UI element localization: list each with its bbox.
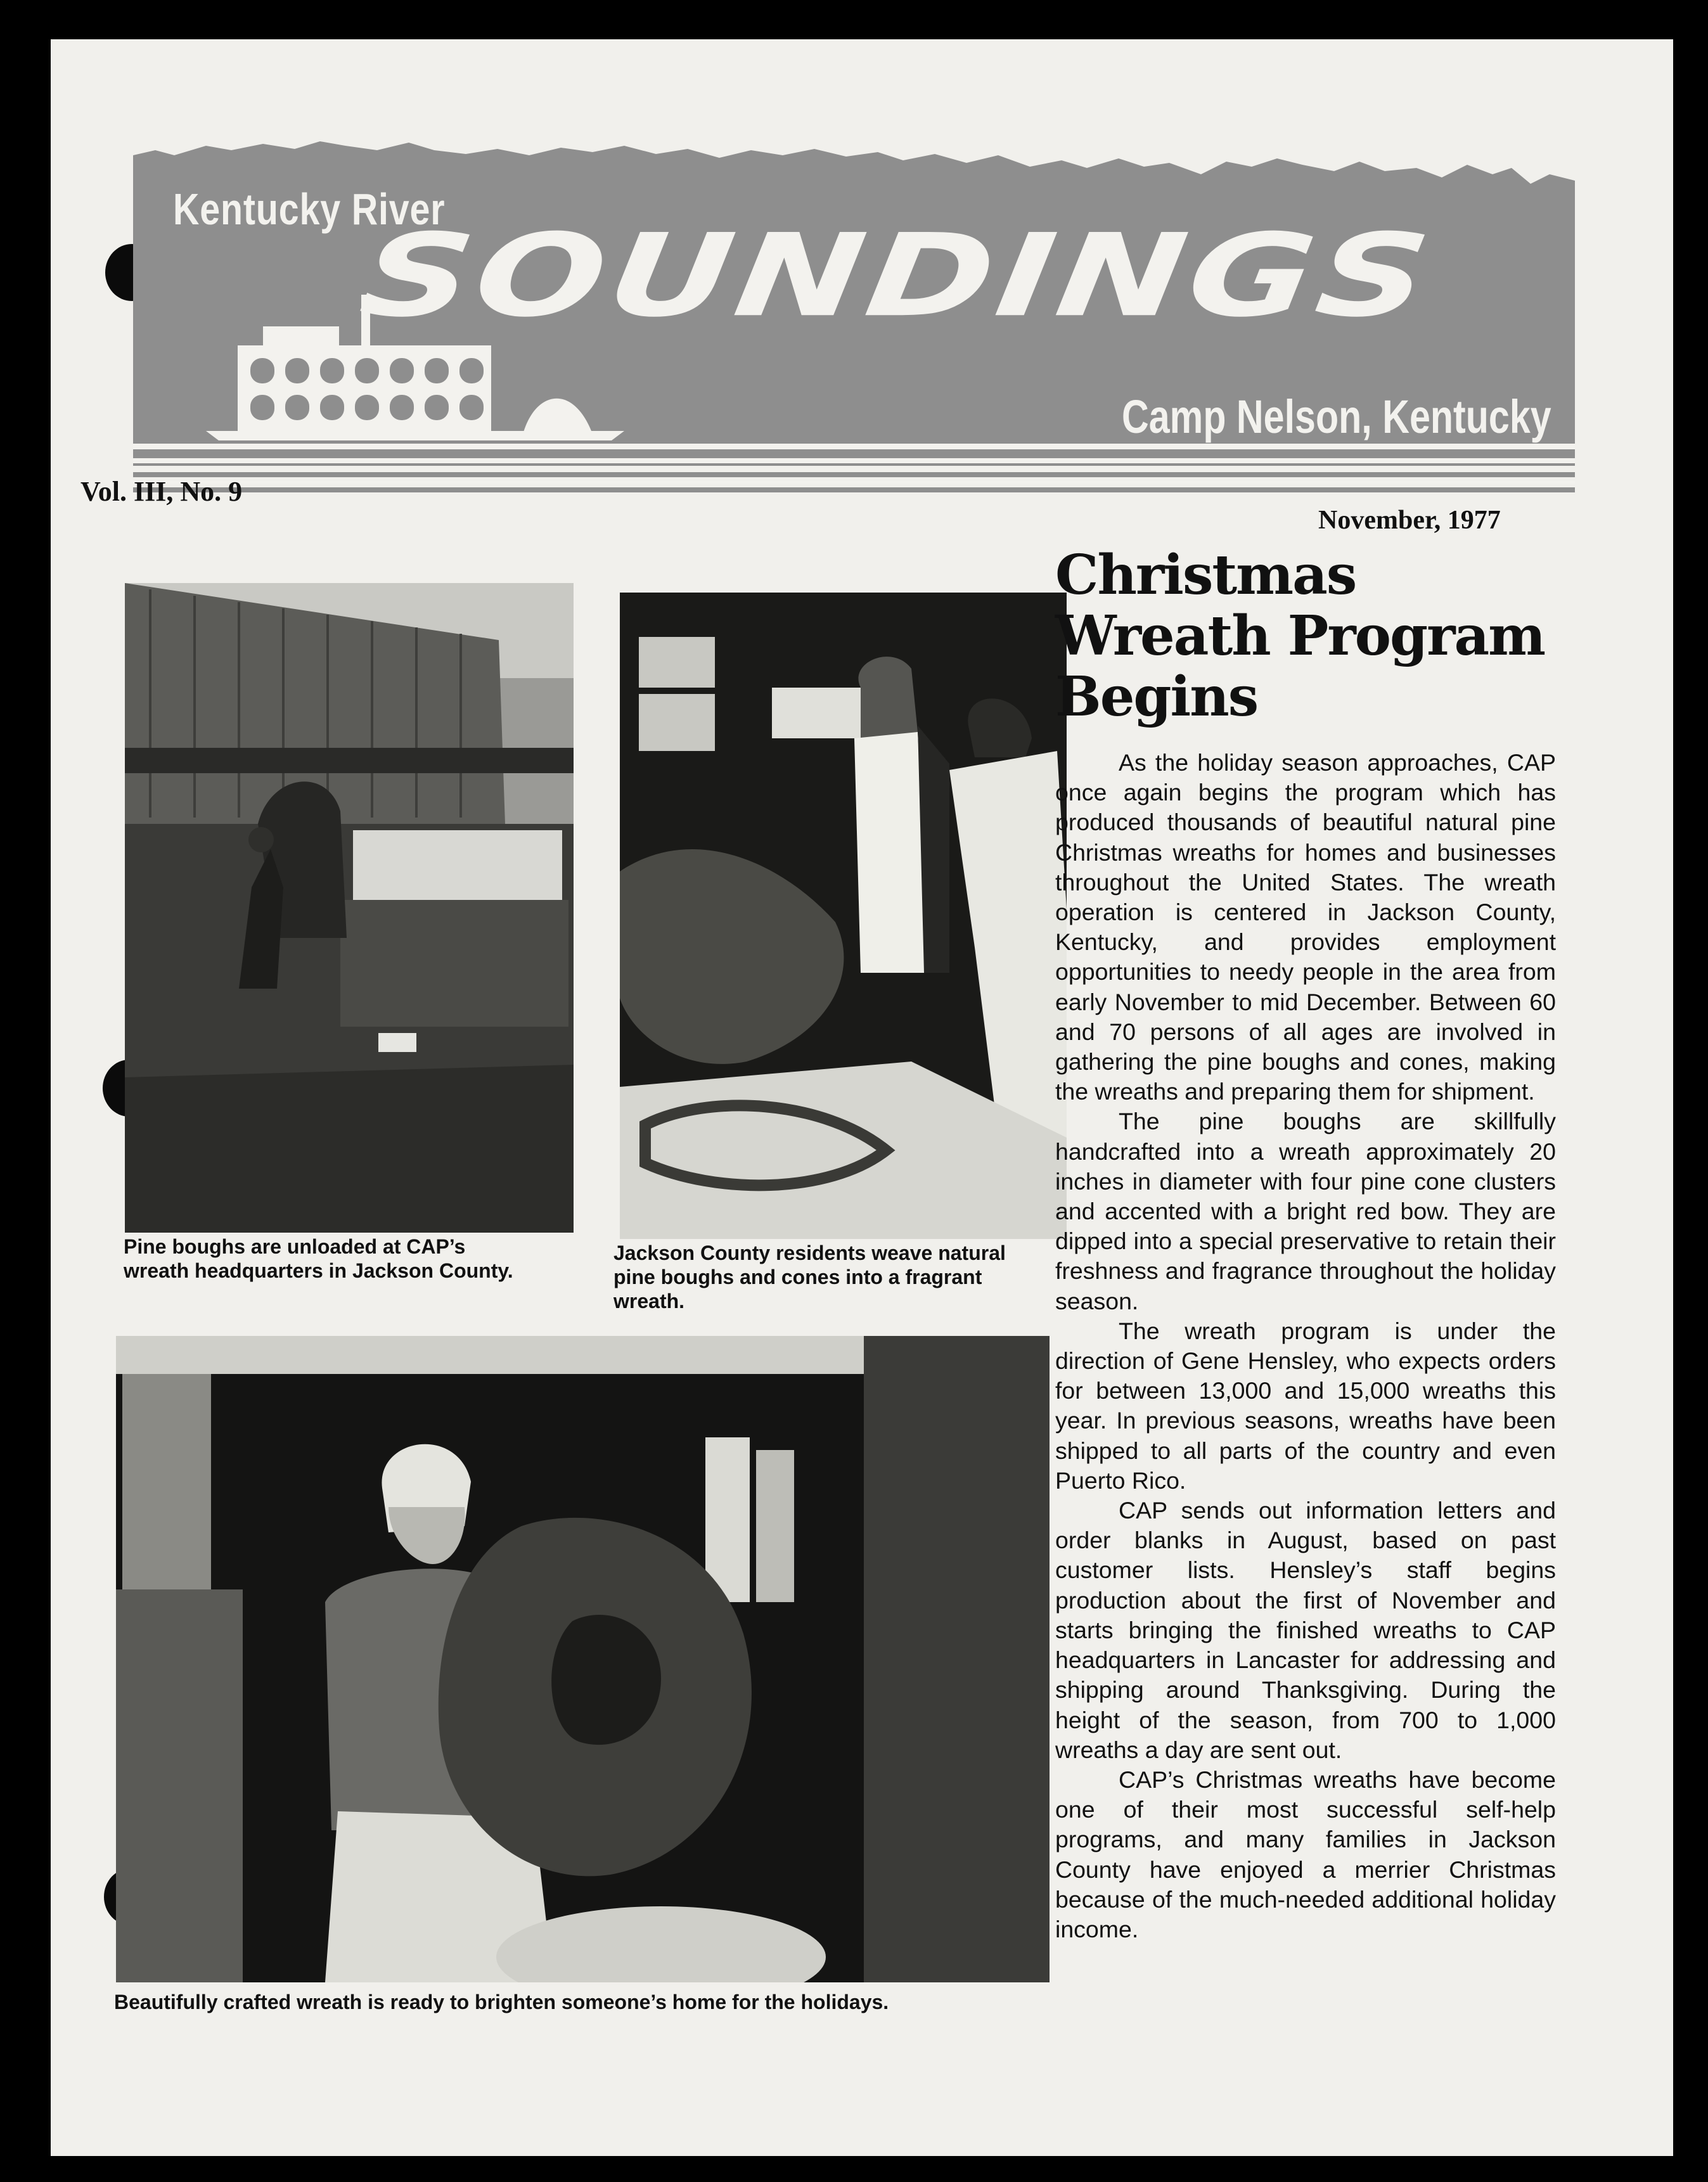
- article-paragraph: CAP sends out information letters and order blanks in August, based on past customer lists. Hensley’s staff begins production about the first of November and starts bringing the finished wreaths to CAP headquarters in Lancaster for addressing and shipping around Thanksgiving. During the height of the season, from 700 to 1,000 wreaths a day are sent out.: [1055, 1497, 1556, 1763]
- article-headline: Christmas Wreath Program Begins: [1055, 543, 1545, 729]
- article-paragraph: As the holiday season approaches, CAP once again begins the program which has produced thousands of beautiful natural pine Christmas wreaths for homes and businesses throughout the United States. The wreath operation is centered in Jackson County, Kentucky, and provides employment opportunities to needy people in the area from early November to mid December. Between 60 and 70 persons of all ages are involved in gathering the pine boughs and cones, making the wreaths and preparing them for shipment.: [1055, 749, 1556, 1105]
- photo-woman-with-wreath: [116, 1336, 1050, 1982]
- masthead-title: SOUNDINGS: [353, 209, 1441, 342]
- article-paragraph: The wreath program is under the direction of Gene Hensley, who expects orders for between 13,000 and 15,000 wreaths this year. In previous seasons, wreaths have been shipped to all parts of the country and even Puerto Rico.: [1055, 1317, 1556, 1494]
- photo-caption-woman: Beautifully crafted wreath is ready to brighten someone’s home for the holidays.: [114, 1991, 889, 2013]
- article-paragraph: The pine boughs are skillfully handcrafted into a wreath approximately 20 inches in diameter with four pine cone clusters and accented with a bright red bow. They are dipped into a special preservative to retain their freshness and fragrance throughout the holiday season.: [1055, 1108, 1556, 1314]
- issue-volume: Vol. III, No. 9: [80, 476, 243, 507]
- photo-unloading-boughs: [125, 583, 574, 1233]
- article-body: [1055, 748, 1556, 1944]
- masthead-place: Camp Nelson, Kentucky: [1122, 390, 1551, 443]
- article-paragraph: CAP’s Christmas wreaths have become one of their most successful self-help programs, and many families in Jackson County have enjoyed a merrier Christmas because of the much-needed additional holiday income.: [1055, 1766, 1556, 1942]
- masthead: [79, 92, 1578, 497]
- issue-date: November, 1977: [1318, 506, 1501, 535]
- photo-weaving-wreath: [620, 593, 1067, 1239]
- photo-caption-unloading: Pine boughs are unloaded at CAP’s wreath headquarters in Jackson County.: [124, 1235, 513, 1282]
- masthead-kicker: Kentucky River: [173, 184, 446, 234]
- photo-caption-weaving: Jackson County residents weave natural pine boughs and cones into a fragrant wreath.: [613, 1242, 1006, 1312]
